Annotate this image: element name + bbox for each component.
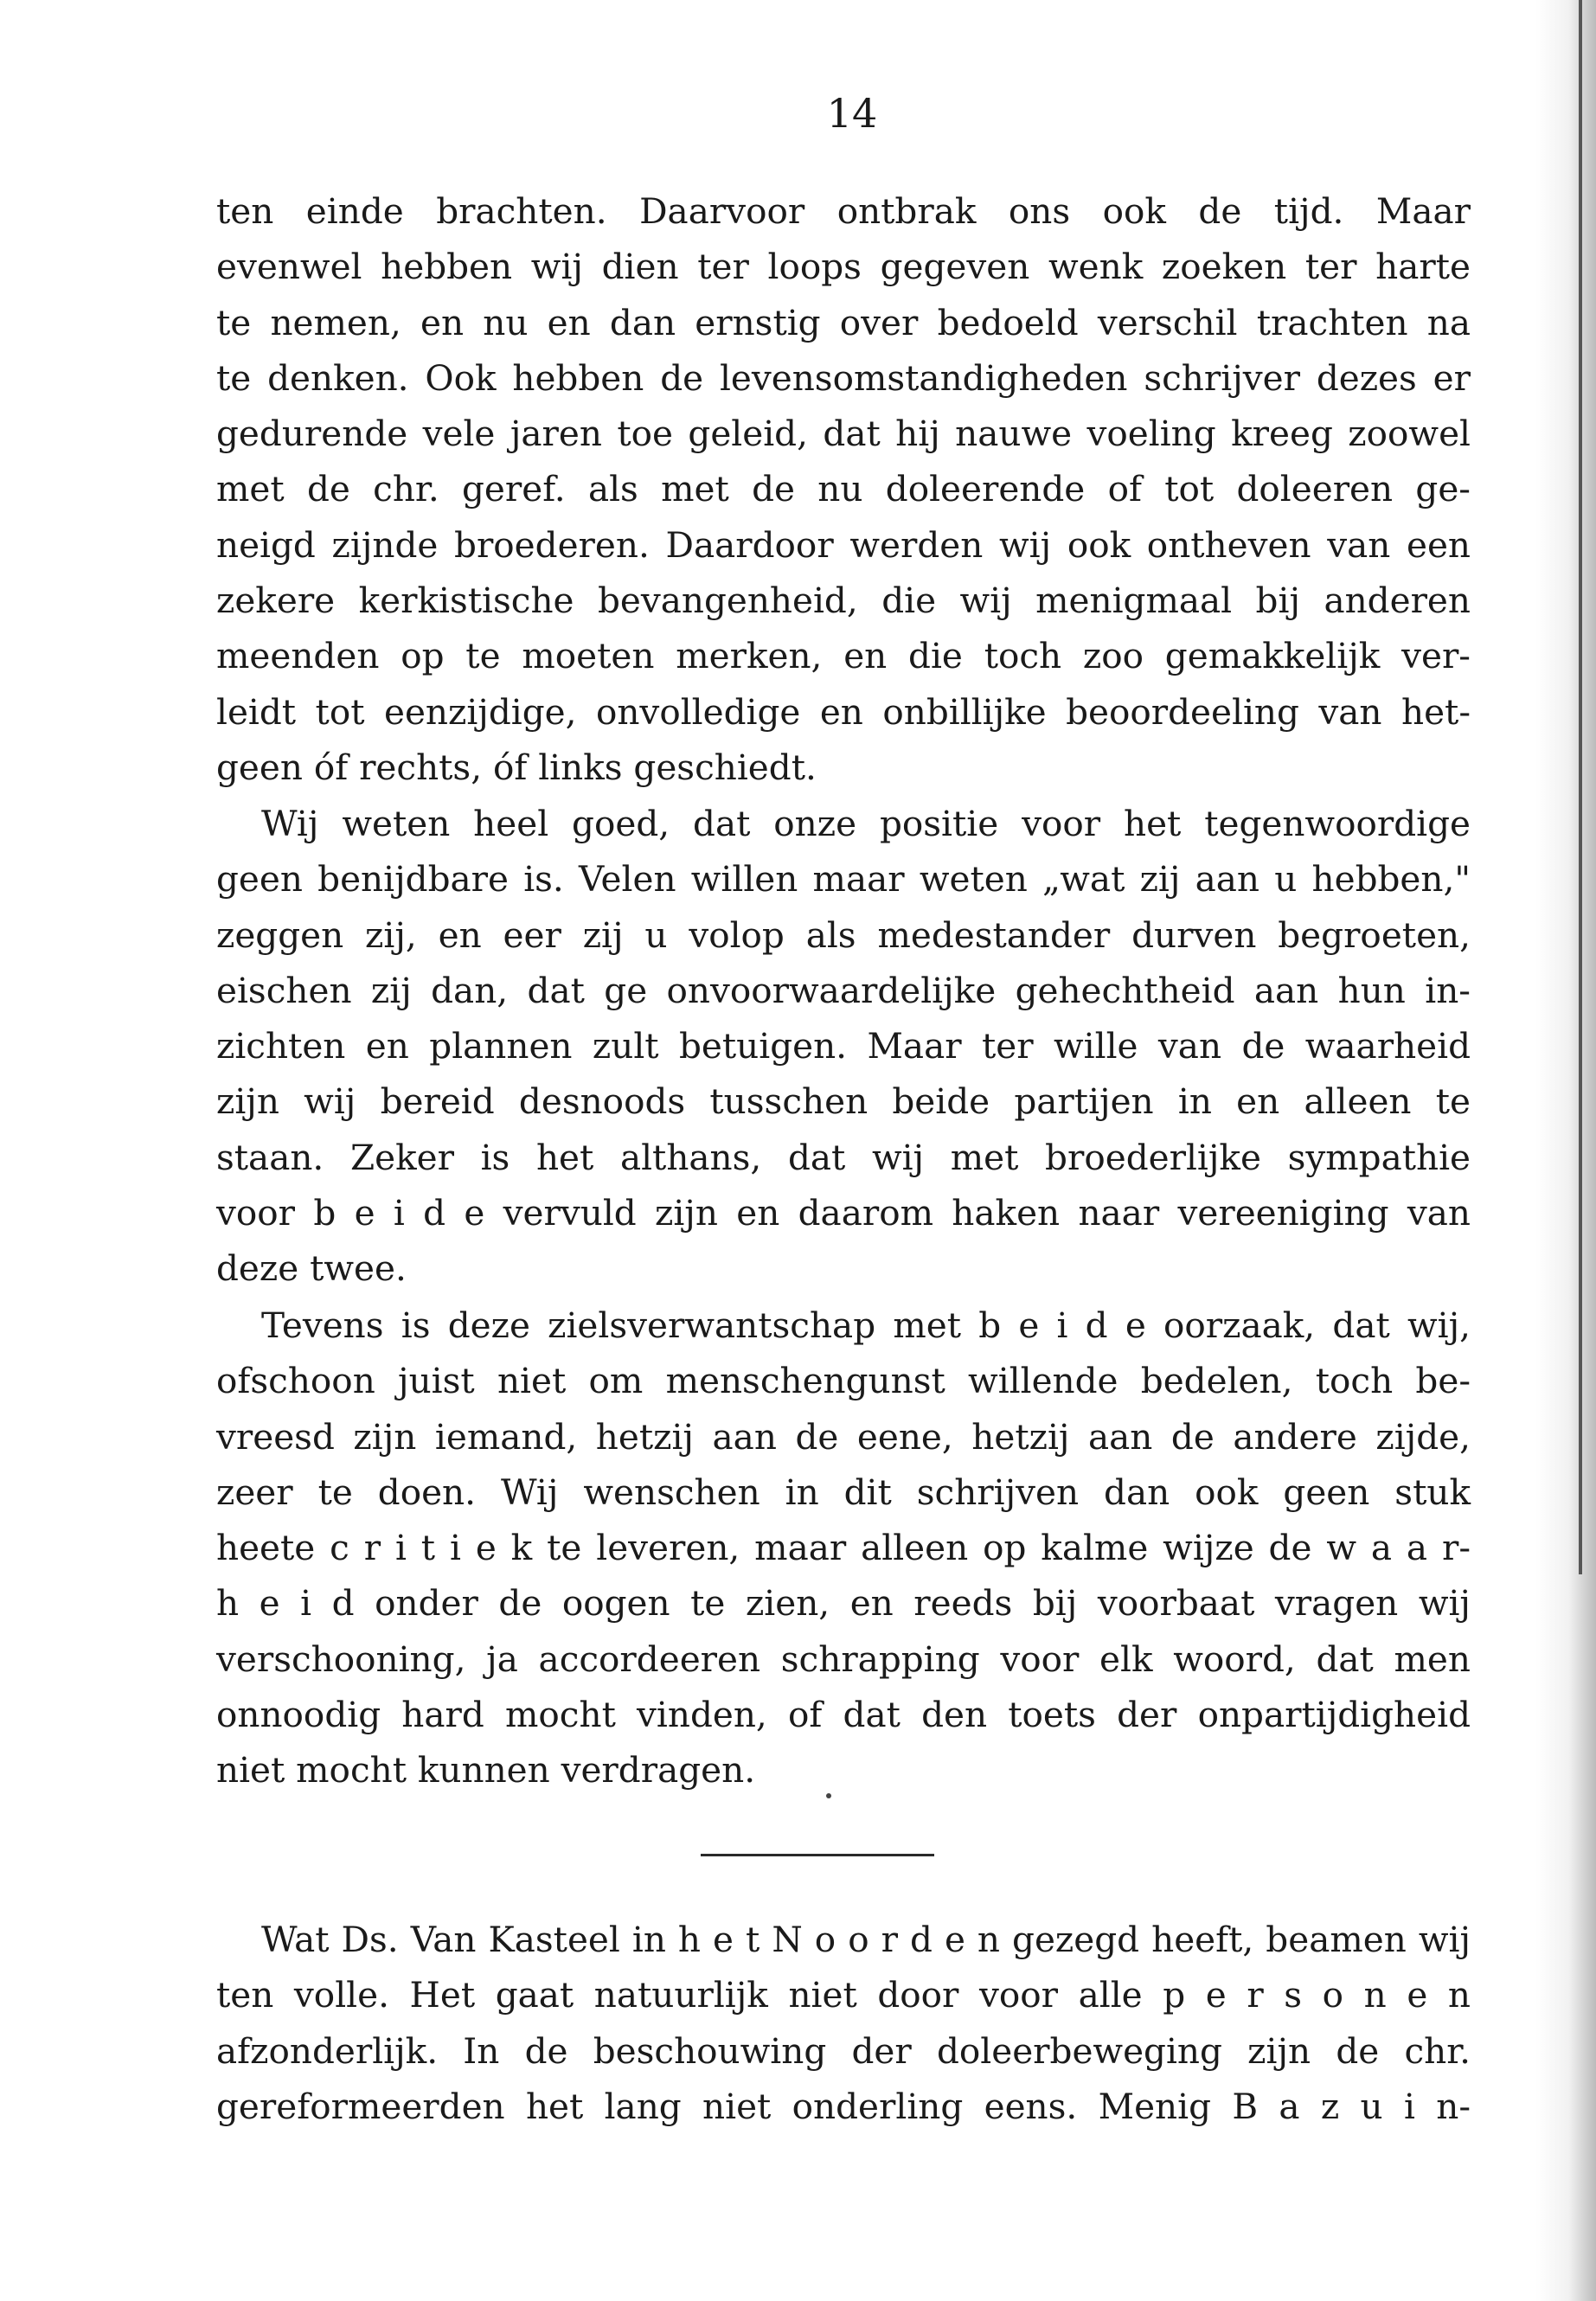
text-line: Tevens is deze zielsverwantschap met b e i d e oorzaak, dat wij, [261,1304,1471,1346]
paragraph-3 [216,1298,1471,1798]
text-line: ten einde brachten. Daarvoor ontbrak ons ook de tijd. Maar [216,190,1471,232]
text-line: niet mocht kunnen verdragen. [216,1749,756,1791]
text-line: gedurende vele jaren toe geleid, dat hij nauwe voeling kreeg zoowel [216,413,1471,455]
text-line: Wij weten heel goed, dat onze positie voor het tegenwoordige [261,803,1471,844]
paragraph-2 [216,796,1471,1297]
text-line: geen óf rechts, óf links geschiedt. [216,746,817,788]
text-line: geen benijdbare is. Velen willen maar weten „wat zij aan u hebben," [216,858,1471,901]
text-line: zekere kerkistische bevangenheid, die wij menigmaal bij anderen [216,580,1471,622]
text-line: zeggen zij, en eer zij u volop als medestander durven begroeten, [216,913,1471,956]
ink-speck [826,1793,831,1798]
page-edge-shadow [1535,0,1596,2301]
text-line: gereformeerden het lang niet onderling eens. Menig B a z u i n- [216,2085,1471,2127]
text-line: eischen zij dan, dat ge onvoorwaardelijke gehechtheid aan hun in- [216,969,1471,1011]
text-line: vreesd zijn iemand, hetzij aan de eene, hetzij aan de andere zijde, [216,1415,1471,1458]
text-line: met de chr. geref. als met de nu doleerende of tot doleeren ge- [216,468,1471,510]
text-line: afzonderlijk. In de beschouwing der doleerbeweging zijn de chr. [216,2029,1471,2072]
text-line: meenden op te moeten merken, en die toch zoo gemakkelijk ver- [216,635,1471,677]
page-number: 14 [826,90,878,137]
text-line: zijn wij bereid desnoods tusschen beide partijen in en alleen te [216,1080,1471,1123]
text-line: h e i d onder de oogen te zien, en reeds bij voorbaat vragen wij [216,1582,1471,1625]
text-line: verschooning, ja accordeeren schrapping voor elk woord, dat men [216,1638,1471,1680]
text-line: ten volle. Het gaat natuurlijk niet door voor alle p e r s o n e n [216,1974,1471,2016]
text-line: voor b e i d e vervuld zijn en daarom haken naar vereeniging van [216,1192,1471,1234]
text-line: leidt tot eenzijdige, onvolledige en onbillijke beoordeeling van het- [216,690,1471,733]
text-line: onnoodig hard mocht vinden, of dat den toets der onpartijdigheid [216,1694,1471,1736]
text-line: te denken. Ook hebben de levensomstandigheden schrijver dezes er [216,356,1471,399]
section-divider [701,1854,934,1856]
paragraph-4 [216,1912,1471,2134]
text-line: ofschoon juist niet om menschengunst willende bedelen, toch be- [216,1360,1471,1402]
text-line: Wat Ds. Van Kasteel in h e t N o o r d e n gezegd heeft, beamen wij [261,1919,1471,1960]
text-line: neigd zijnde broederen. Daardoor werden wij ook ontheven van een [216,523,1471,566]
page-edge-line [1579,0,1582,1574]
text-line: zichten en plannen zult betuigen. Maar ter wille van de waarheid [216,1025,1471,1067]
text-line: evenwel hebben wij dien ter loops gegeven wenk zoeken ter harte [216,246,1471,288]
text-line: zeer te doen. Wij wenschen in dit schrijven dan ook geen stuk [216,1471,1471,1513]
text-line: heete c r i t i e k te leveren, maar alleen op kalme wijze de w a a r- [216,1527,1471,1569]
text-line: deze twee. [216,1247,407,1290]
paragraph-1 [216,183,1471,795]
text-line: te nemen, en nu en dan ernstig over bedoeld verschil trachten na [216,301,1471,343]
text-line: staan. Zeker is het althans, dat wij met broederlijke sympathie [216,1136,1471,1178]
